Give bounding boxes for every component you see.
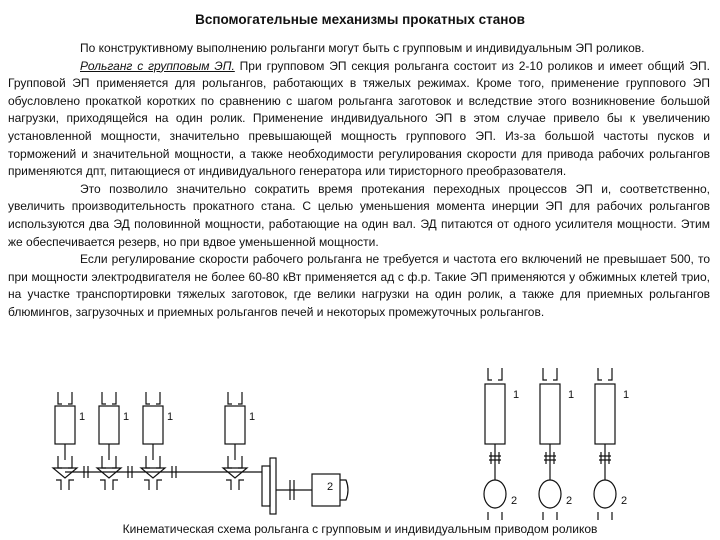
group-motor [312,474,340,506]
group-roller-3 [141,392,165,490]
individual-drive-1 [484,368,506,520]
paragraph-2-body: При групповом ЭП секция рольганга состоит из 2-10 роликов и имеет общий ЭП. Групповой ЭП применяется для рольгангов, работающих в тяжелых режимах. Кроме того, применение группового ЭП обусловлено прокаткой коротких по сравнению с шагом рольганга заготовок и вследствие этого возникновение большой нагрузки, приходящейся на один ролик. Применение индивидуального ЭП в этом случае привело бы к увеличению установленной мощности, значительно превышающей мощность группового ЭП. Из-за большой частоты пусков и торможений и значительной мощности, а также необходимости регулирования скорости для привода рабочих рольгангов применяются дпт, питающиеся от индивидуального генератора или тиристорного преобразователя. [8,58,710,179]
paragraph-2-heading: Рольганг с групповым ЭП. [80,58,235,73]
label-roller-1: 1 [79,411,86,423]
paragraph-2 [8,58,710,181]
group-roller-4 [223,392,247,490]
group-roller-2 [97,392,121,490]
label-ind-motor-2: 2 [566,495,573,507]
page-title: Вспомогательные механизмы прокатных станов [195,12,525,27]
label-ind-roller-3: 1 [623,389,630,401]
paragraph-3: Это позволило значительно сократить время протекания переходных процессов ЭП и, соответственно, увеличить производительность прокатного стана. С целью уменьшения момента инерции ЭП для рабочих рольгангов используются два ЭД половинной мощности, работающие на один вал. ЭД питаются от одного усилителя мощности. Этим же обеспечивается резерв, но при вдвое уменьшенной мощности. [8,181,710,249]
individual-drive-3 [594,368,616,520]
label-roller-4: 1 [249,411,256,423]
group-roller-1 [53,392,77,490]
paragraph-1: По конструктивному выполнению рольганги могут быть с групповым и индивидуальным ЭП роликов. [80,41,645,55]
paragraph-4: Если регулирование скорости рабочего рольганга не требуется и частота его включений не превышает 500, то при мощности электродвигателя не более 60-80 кВт применяется ад с ф.р. Такие ЭП применяются у обжимных клетей трио, на участке транспортировки тяжелых заготовок, где велики нагрузки на один ролик, а также для приемных рольгангов блюмингов, загрузочных и приемных рольгангов печей и некоторых промежуточных рольгангов. [8,252,710,319]
label-ind-motor-3: 2 [621,495,628,507]
label-group-motor: 2 [327,481,334,493]
label-ind-roller-2: 1 [568,389,575,401]
figure-caption: Кинематическая схема рольганга с групповым и индивидуальным приводом роликов [122,522,598,536]
label-ind-roller-1: 1 [513,389,520,401]
label-ind-motor-1: 2 [511,495,518,507]
label-roller-3: 1 [167,411,174,423]
body-text [8,40,710,322]
kinematic-diagram [0,362,720,522]
individual-drive-2 [539,368,561,520]
label-roller-2: 1 [123,411,130,423]
